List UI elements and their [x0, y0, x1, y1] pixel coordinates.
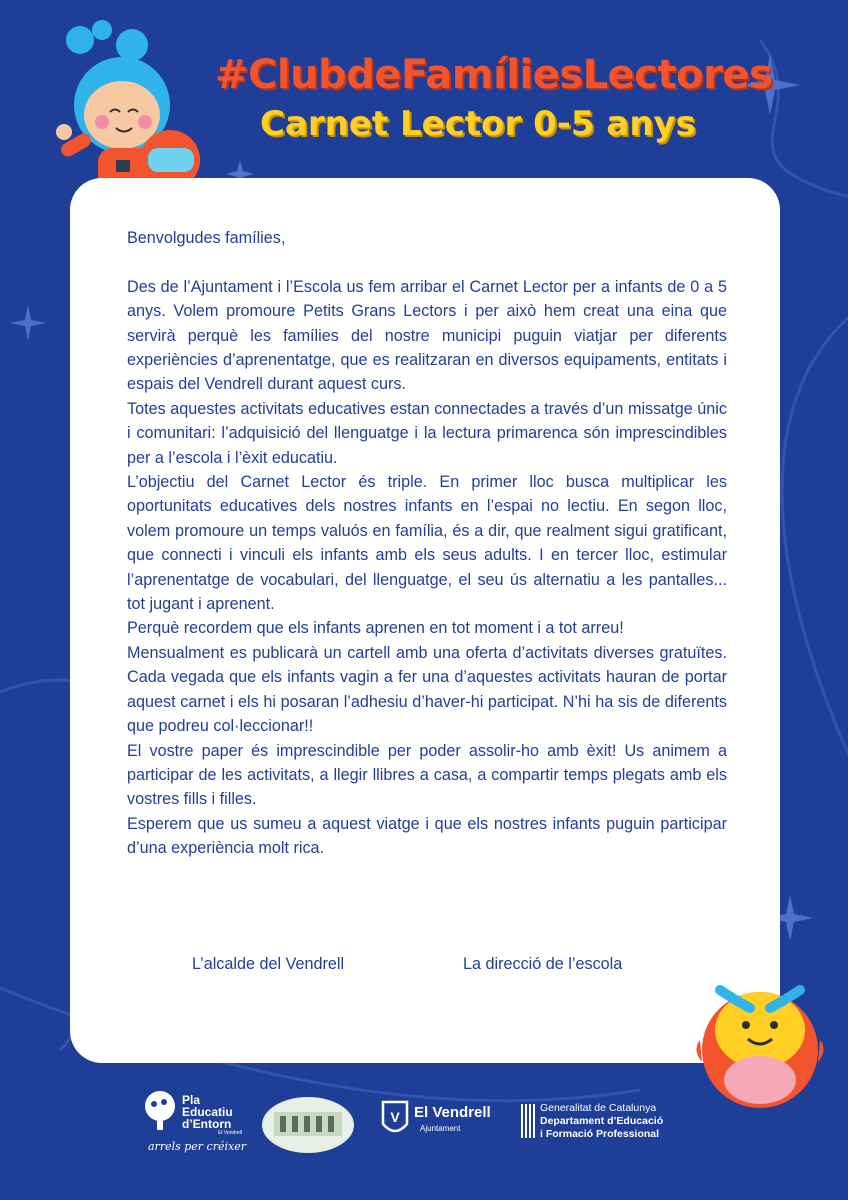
page-subtitle: Carnet Lector 0-5 anys: [260, 104, 696, 144]
footer-logos: [0, 1080, 848, 1180]
letter-paragraph: Perquè recordem que els infants aprenen en tot moment i a tot arreu!: [127, 619, 624, 638]
generalitat-logo: [520, 1102, 720, 1148]
signature-school: La direcció de l’escola: [463, 955, 623, 973]
letter-paragraph: Des de l’Ajuntament i l’Escola us fem arribar el Carnet Lector per a infants de 0 a 5 anys. Volem promoure Petits Grans Lectors i per això hem creat una eina que servirà perquè les famílies del nostre municipi puguin viatjar per diferents experiències d’aprenentatge, que es realitzaran en diversos equipaments, entitats i espais del Vendrell durant aquest curs.: [127, 277, 727, 394]
letter-paragraph: L’objectiu del Carnet Lector és triple. En primer lloc busca multiplicar les oportunitats educatives dels nostres infants en l’espai no lectiu. En segon lloc, volem promoure un temps valuós en família, és a dir, que realment sigui gratificant, que connecti i vinculi els infants amb els seus adults. I en tercer lloc, estimular l’aprenentatge de vocabulari, del llenguatge, el seu ús alternatiu a les pantalles... tot jugant i aprenent.: [127, 473, 727, 614]
el-vendrell-logo: [380, 1098, 500, 1148]
shield-icon: [380, 1098, 410, 1140]
generalitat-line2: Departament d’Educació: [540, 1115, 664, 1127]
pla-educatiu-logo: [142, 1090, 252, 1160]
flag-icon: [520, 1102, 536, 1140]
school-logo: [260, 1092, 356, 1158]
star-icon: [10, 305, 46, 341]
page-title: #ClubdeFamíliesLectores: [215, 52, 773, 98]
generalitat-line3: i Formació Professional: [540, 1128, 660, 1140]
letter-body: [127, 226, 727, 861]
el-vendrell-name: El Vendrell: [414, 1104, 491, 1121]
el-vendrell-sub: Ajuntament: [420, 1124, 461, 1133]
letter-paragraph: El vostre paper és imprescindible per poder assolir-ho amb èxit! Us animem a participar de les activitats, a llegir llibres a casa, a compartir temps plegats amb els vostres fills i filles.: [127, 741, 727, 809]
letter-paragraph: Esperem que us sumeu a aquest viatge i que els nostres infants puguin participar d’una experiència molt rica.: [127, 814, 727, 858]
signature-mayor: L’alcalde del Vendrell: [192, 955, 345, 973]
pla-educatiu-sub: El Vendrell: [218, 1130, 242, 1136]
svg-text:V: V: [390, 1109, 400, 1125]
pla-educatiu-name: Pla Educatiu d’Entorn: [182, 1093, 233, 1131]
letter-paragraph: Totes aquestes activitats educatives estan connectades a través d’un missatge únic i comunitari: l’adquisició del llenguatge i la lectura primarenca són imprescindibles per a l’escola i l’èxit educatiu.: [127, 399, 727, 467]
letter-paragraph: Mensualment es publicarà un cartell amb una oferta d’activitats diverses gratuïtes. Cada vegada que els infants vagin a fer una d’aquestes activitats hauran de portar aquest carnet i els hi posaran l’adhesiu d’haver-hi participat. N’hi ha sis de diferents que podreu col·leccionar!!: [127, 643, 727, 736]
pla-educatiu-slogan: arrels per créixer: [148, 1140, 246, 1153]
generalitat-line1: Generalitat de Catalunya: [540, 1102, 657, 1114]
tree-icon: [142, 1090, 178, 1134]
letter-greeting: Benvolgudes famílies,: [127, 229, 286, 247]
